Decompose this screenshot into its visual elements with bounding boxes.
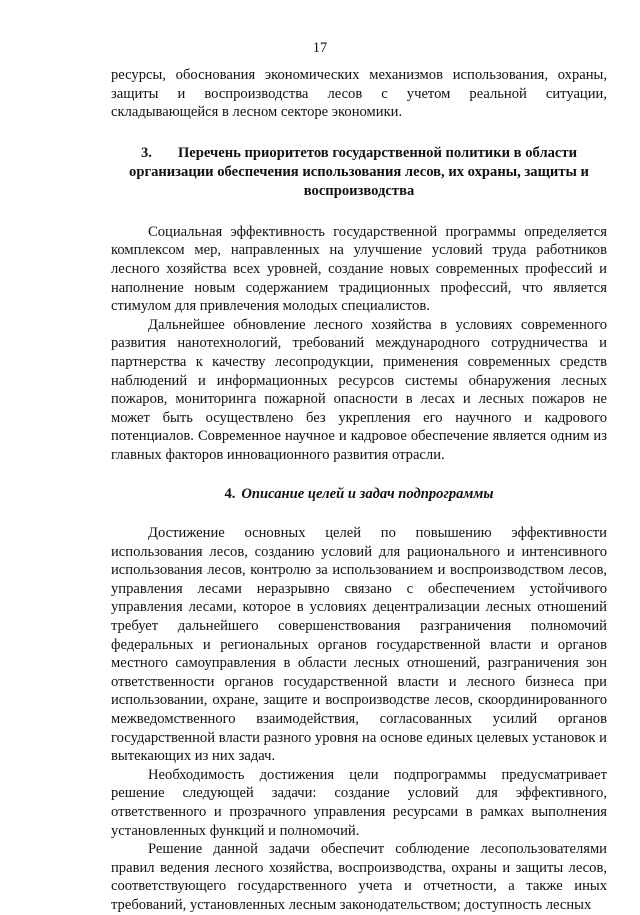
section-3-title: Перечень приоритетов государственной политики в области организации обеспечения использования лесов, их охраны, защиты и воспроизводства [129,144,589,199]
section-4-number: 4. [224,485,236,502]
section-4-title: Описание целей и задач подпрограммы [241,485,494,502]
section-4-paragraph-1: Достижение основных целей по повышению эффективности использования лесов, созданию условий для рационального и интенсивного использования лесов, контролю за использованием и воспроизводством лесов, управления лесами неразрывно связано с обеспечением устойчивого управления лесами, которое в условиях децентрализации лесных отношений требует дальнейшего совершенствования разграничения полномочий федеральных и региональных органов государственной власти и органов местного самоуправления в области лесных отношений, разграничения зон ответственности органов государственной власти и лесного бизнеса при использовании, охране, защите и воспроизводстве лесов, скоординированного межведомственного взаимодействия, согласованных усилий органов государственной власти разного уровня на основе единых целевых установок и вытекающих из них задач. [111,525,607,765]
section-3-number: 3. [141,144,152,161]
section-4-heading [111,485,607,504]
section-4-paragraph-3: Решение данной задачи обеспечит соблюдение лесопользователями правил ведения лесного хозяйства, воспроизводства, охраны и защиты лесов, соответствующего государственного учета и отчетности, а также иных требований, установленных лесным законодательством; доступность лесных [111,841,607,913]
section-4-paragraph-2: Необходимость достижения цели подпрограммы предусматривает решение следующей задачи: создание условий для эффективного, ответственного и прозрачного управления ресурсами в рамках выполнения установленных функций и полномочий. [111,766,607,839]
section-3-heading [111,144,607,201]
page-body [111,66,607,915]
intro-paragraph: ресурсы, обоснования экономических механизмов использования, охраны, защиты и воспроизводства лесов с учетом реальной ситуации, складывающейся в лесном секторе экономики. [111,67,607,121]
section-3-paragraph-2: Дальнейшее обновление лесного хозяйства в условиях современного развития нанотехнологий, требований международного сотрудничества и партнерства к качеству лесопродукции, применения современных средств наблюдений и информационных ресурсов системы обнаружения лесных пожаров, мониторинга пожарной опасности в лесах и лесных пожаров не может быть осуществлено без укрепления его научного и кадрового потенциалов. Современное научное и кадровое обеспечение является одним из главных факторов инновационного развития отрасли. [111,316,607,463]
section-3-paragraph-1: Социальная эффективность государственной программы определяется комплексом мер, направленных на улучшение условий труда работников лесного хозяйства всех уровней, создание новых современных профессий и наполнение новым содержанием традиционных профессий, что является стимулом для привлечения молодых специалистов. [111,223,607,315]
page-number: 17 [312,40,328,56]
